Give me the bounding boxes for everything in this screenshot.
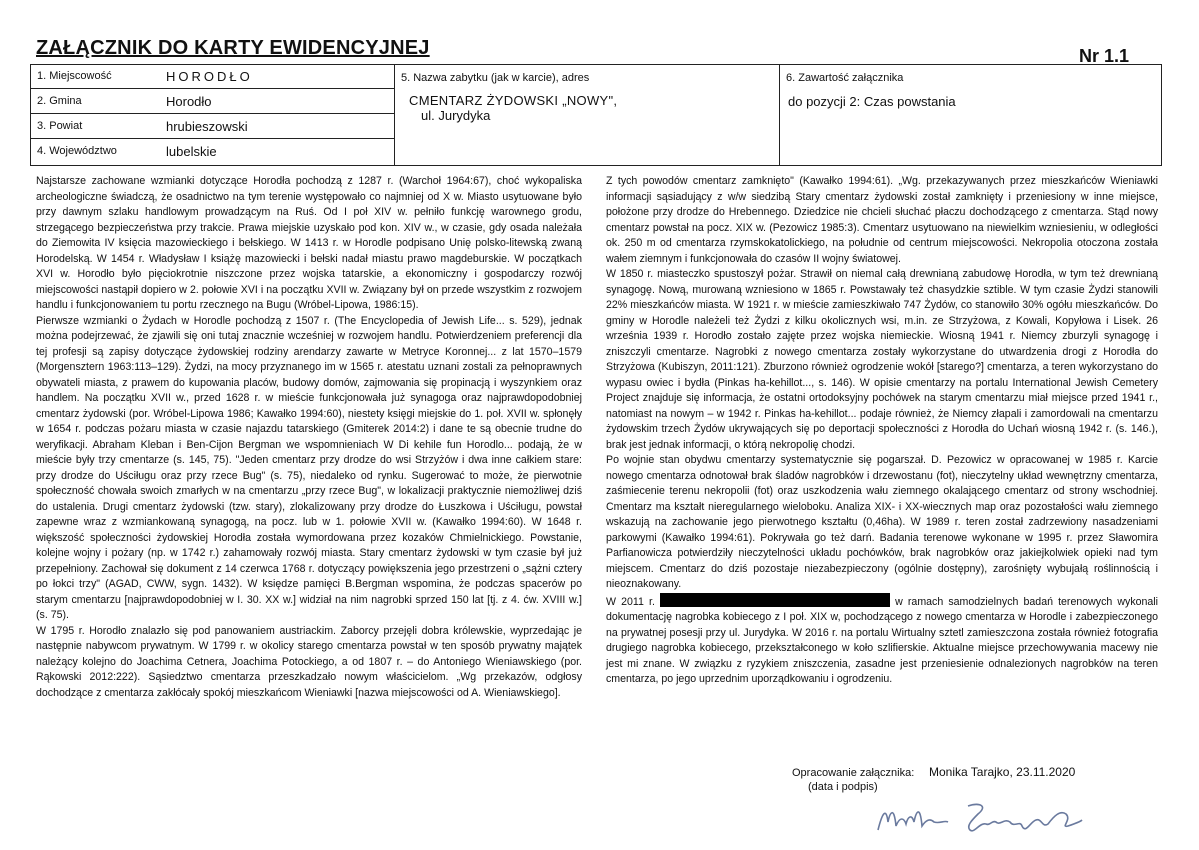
signature <box>870 792 1085 842</box>
monument-address: ul. Jurydyka <box>421 108 491 123</box>
body-right-column <box>606 174 1158 688</box>
monument-column <box>395 65 780 165</box>
location-column <box>31 65 395 165</box>
field-value: Horodło <box>166 94 212 109</box>
field-label: 5. Nazwa zabytku (jak w karcie), adres <box>401 72 590 84</box>
body-left-column <box>36 174 582 701</box>
field-powiat <box>31 115 394 139</box>
field-gmina <box>31 90 394 114</box>
paragraph-text: W 2011 r. <box>606 595 655 608</box>
field-label: 3. Powiat <box>37 120 83 132</box>
content-value: do pozycji 2: Czas powstania <box>788 94 956 109</box>
header-table <box>30 64 1162 166</box>
content-column <box>780 65 1161 165</box>
field-label: 2. Gmina <box>37 95 82 107</box>
attachment-number: Nr 1.1 <box>1078 46 1129 66</box>
footer-label: Opracowanie załącznika: <box>792 767 915 779</box>
author-name-date: Monika Tarajko, 23.11.2020 <box>929 765 1076 779</box>
paragraph-final <box>606 593 1158 688</box>
paragraph: W 1795 r. Horodło znalazło się pod panowaniem austriackim. Zaborcy przejęli dobra królewskie, wyprzedając je następnie nabywcom prywatnym. W 1799 r. w okolicy starego cmentarza powstał w ten sposób prywatny majątek należący kolejno do Joachima Cetnera, Joachima Potockiego, a od 1807 r. – do Antoniego Wieniawskiego (por. Rąkowski 2012:222). Sąsiedztwo cmentarza przeszkadzało nowym właścicielom. „Wg przekazów, odgłosy dochodzące z cmentarza zakłócały spokój mieszkańcom Wieniawki [nazwa miejscowości od A. Wieniawskiego]. <box>36 624 582 699</box>
footer-sublabel: (data i podpis) <box>808 781 878 793</box>
paragraph: Pierwsze wzmianki o Żydach w Horodle pochodzą z 1507 r. (The Encyclopedia of Jewish Life... s. 529), jednak można podejrzewać, że zjawili się oni tutaj znacznie wcześniej w rozwojem handlu. Potwierdzeniem preferencji dla tej profesji są zapisy dotyczące żydowskiej rodziny arendarzy zawarte w Metryce Koronnej... z lat 1570–1579 (Morgensztern 1963:113–129). Żydzi, na mocy przyznanego im w 1565 r. atestatu uznani zostali za pełnoprawnych obywateli miasta, z prawem do kupowania placów, budowy domów, zajmowania się propinacją i wyszynkiem oraz handlem. Na początku XVII w., przed 1628 r. w mieście funkcjonowała już synagoga oraz najprawdopodobniej cmentarz żydowski (por. Wróbel-Lipowa 1986; Kawałko 1994:60), niestety księgi miejskie do 1. poł. XVII w. spłonęły w 1654 r. podczas pożaru miasta w czasie najazdu tatarskiego (Gmiterek 2014:2) i dane te są obecnie trudne do weryfikacji. Abraham Kleban i Ben-Cijon Bergman we wspomnieniach W Di kehile fun Horodlo... podają, że w mieście były trzy cmentarze (s. 145, 75). "Jeden cmentarz przy drodze do wsi Strzyżów i dwa inne całkiem stare: przy drodze do Uściługu oraz przy rzece Bug" (s. 75), niedaleko od rynku. Sugerować to może, że pierwotnie społeczność chowała swoich zmarłych w na cmentarzu „przy rzece Bug", w lokalizacji praktycznie niemożliwej dziś do ustalenia. Drugi cmentarz żydowski (tzw. stary), zlokalizowany przy drodze do Łuszkowa i Uściługu, powstał zapewne wraz z wzmiankowaną synagogą, na pocz. lub w 1. połowie XVII w. (Kawałko 1994:60). W 1648 r. większość społeczności żydowskiej Horodła została wymordowana przez kozaków Chmielnickiego. Powstanie, kolejne wojny i pożary (np. w 1742 r.) zahamowały rozwój miasta. Stary cmentarz żydowski w tym czasie był już przepełniony. Zachował się dokument z 14 czerwca 1768 r. dotyczący powiększenia jego przestrzeni o „sążni cztery po łokci trzy" (AGAD, CWW, sygn. 1432). W księdze pamięci B.Bergman wspomina, że podczas spacerów po starym cmentarzu [najprawdopodobniej w I. 30. XX w.] widział na nim nagrobki sprzed 150 lat [tj. z 4. ćw. XVIII w.] (s. 75). <box>36 314 582 621</box>
paragraph: Najstarsze zachowane wzmianki dotyczące Horodła pochodzą z 1287 r. (Warchoł 1964:67), choć wykopaliska archeologiczne świadczą, że osadnictwo na tym terenie występowało co najmniej od X w. Miasto usytuowane było przy dawnym szlaku handlowym prowadzącym na Ruś. Od I poł XIV w. pełniło funkcję warownego grodu, strzegącego bezpieczeństwa przy trakcie. Prawa miejskie uzyskało pod kon. XIV w., w czasie, gdy osada należała do Ziemowita IV księcia mazowieckiego i bełskiego. W 1413 r. w Horodle podpisano Unię polsko-litewską zwaną Horodelską. W 1454 r. Władysław I książę mazowiecki i bełski nadał miastu prawo magdeburskie. W początkach XVI w. Horodło było pięciokrotnie niszczone przez wojska tatarskie, a ekonomiczny i gospodarczy rozwój miejscowości nastąpił dopiero w 2. połowie XVI i na początku XVII w. Związany był on przede wszystkim z rozwojem handlu i funkcjonowaniem tu portu rzecznego na Bugu (Wróbel-Lipowa, 1986:15). <box>36 175 582 311</box>
field-miejscowosc <box>31 65 394 89</box>
paragraph: Z tych powodów cmentarz zamknięto" (Kawałko 1994:61). „Wg. przekazywanych przez mieszkańców Wieniawki informacji sąsiadujący z w/w siedzibą Stary cmentarz żydowski został zamknięty i przeniesiony w inne miejsce, położone przy drodze do Hrebennego. Dziedzice nie chcieli słuchać płaczu dochodzącego z cmentarza. Stąd nowy cmentarz powstał na pocz. XIX w. (Pezowicz 1985:3). Cmentarz usytuowano na niewielkim wzniesieniu, w odległości ok. 250 m od cmentarza rzymskokatolickiego, na południe od centrum miejscowości. Nekropolia otoczona została wałem ziemnym i funkcjonowała do czasów II wojny światowej. <box>606 175 1158 265</box>
field-label: 1. Miejscowość <box>37 70 112 82</box>
redaction-bar <box>660 593 890 607</box>
field-wojewodztwo <box>31 140 394 163</box>
field-value: lubelskie <box>166 144 217 159</box>
field-value: hrubieszowski <box>166 119 248 134</box>
paragraph-text: w ramach samodzielnych badań terenowych wykonali dokumentację nagrobka kobiecego z I poł. XIX w, pochodzącego z nowego cmentarza w Horodle i zabezpieczonego na prywatnej posesji przy ul. Jurydyka. W 2016 r. na portalu Wirtualny sztetl zamieszczona została również fotografia drugiego nagrobka kobiecego, przekształconego w koło szlifierskie. Aktualne miejsce przechowywania macewy nie jest mi znane. W związku z ryzykiem zniszczenia, zasadne jest przeniesienie odnalezionych nagrobków na teren cmentarza, po jego uprzednim uporządkowaniu i ogrodzeniu. <box>606 595 1158 685</box>
field-label: 6. Zawartość załącznika <box>786 72 904 84</box>
header-divider <box>30 165 1161 166</box>
monument-name: CMENTARZ ŻYDOWSKI „NOWY", <box>409 93 618 108</box>
paragraph: W 1850 r. miasteczko spustoszył pożar. Strawił on niemal całą drewnianą zabudowę Horodła, w tym też drewnianą synagogę. Nową, murowaną wzniesiono w 1865 r. Powstawały też chasydzkie sztible. W tym czasie Żydzi stanowili 22% mieszkańców miasta. W 1921 r. w mieście zamieszkiwało 747 Żydów, co stanowiło 30% ogółu mieszkańców. Do gminy w Horodle należeli też Żydzi z kilku okolicznych wsi, m.in. ze Strzyżowa, z Kowali, Kopyłowa i Lisek. 26 września 1939 r. Horodło zostało zajęte przez wojska niemieckie. Wiosną 1941 r. Niemcy zburzyli synagogę i zniszczyli cmentarze. Nagrobki z nowego cmentarza zostały wykorzystane do utwardzenia drogi z Horodła do Strzyżowa (Kubiszyn, 2011:121). Zburzono również ogrodzenie wokół [starego?] cmentarza, a teren wykorzystano do wypasu owiec i bydła (Pinkas ha-kehillot..., s. 146). W opisie cmentarzy na portalu International Jewish Cemetery Project znajduje się informacja, że ostatni ortodoksyjny pochówek na starym cmentarzu miał miejsce przed 1941 r., natomiast na nowym – w 1942 r. Pinkas ha-kehillot... podaje również, że Niemcy złapali i zamordowali na cmentarzu żydowskim trzech Żydów ukrywających się po deportacji społeczności z Horodła do Uchań wiosną 1942 r. (s. 146.), brak jest jednak informacji, o którą nekropolię chodzi. <box>606 268 1158 451</box>
document-title: ZAŁĄCZNIK DO KARTY EWIDENCYJNEJ <box>36 37 430 59</box>
paragraph: Po wojnie stan obydwu cmentarzy systematycznie się pogarszał. D. Pezowicz w opracowanej w 1985 r. Karcie nowego cmentarza odnotował brak śladów nagrobków i drzewostanu (fot), nieczytelny układ wewnętrzny cmentarza, zaśmiecenie terenu nekropolii (fot) oraz uszkodzenia wału ziemnego okalającego cmentarz od strony wschodniej. Cmentarz ma kształt nieregularnego wieloboku. Analiza XIX- i XX-wiecznych map oraz pozostałości wału ziemnego wskazują na zachowanie jego pierwotnego kształtu (0,46ha). W 1989 r. teren został zadrzewiony nasadzeniami parkowymi (Kawałko 1994:61). Pokrywała go też darń. Badania terenowe wykonane w 1995 r. przez Sławomira Parfianowicza potwierdziły nieczytelności układu pochówków, brak nagrobków oraz jakiejkolwiek opieki nad tym miejscem. Cmentarz do dziś pozostaje niezabezpieczony (ogólnie dostępny), zarośnięty wybujałą roślinnością i nieoznakowany. <box>606 454 1158 590</box>
field-value: HORODŁO <box>166 69 253 84</box>
field-label: 4. Województwo <box>37 145 117 157</box>
